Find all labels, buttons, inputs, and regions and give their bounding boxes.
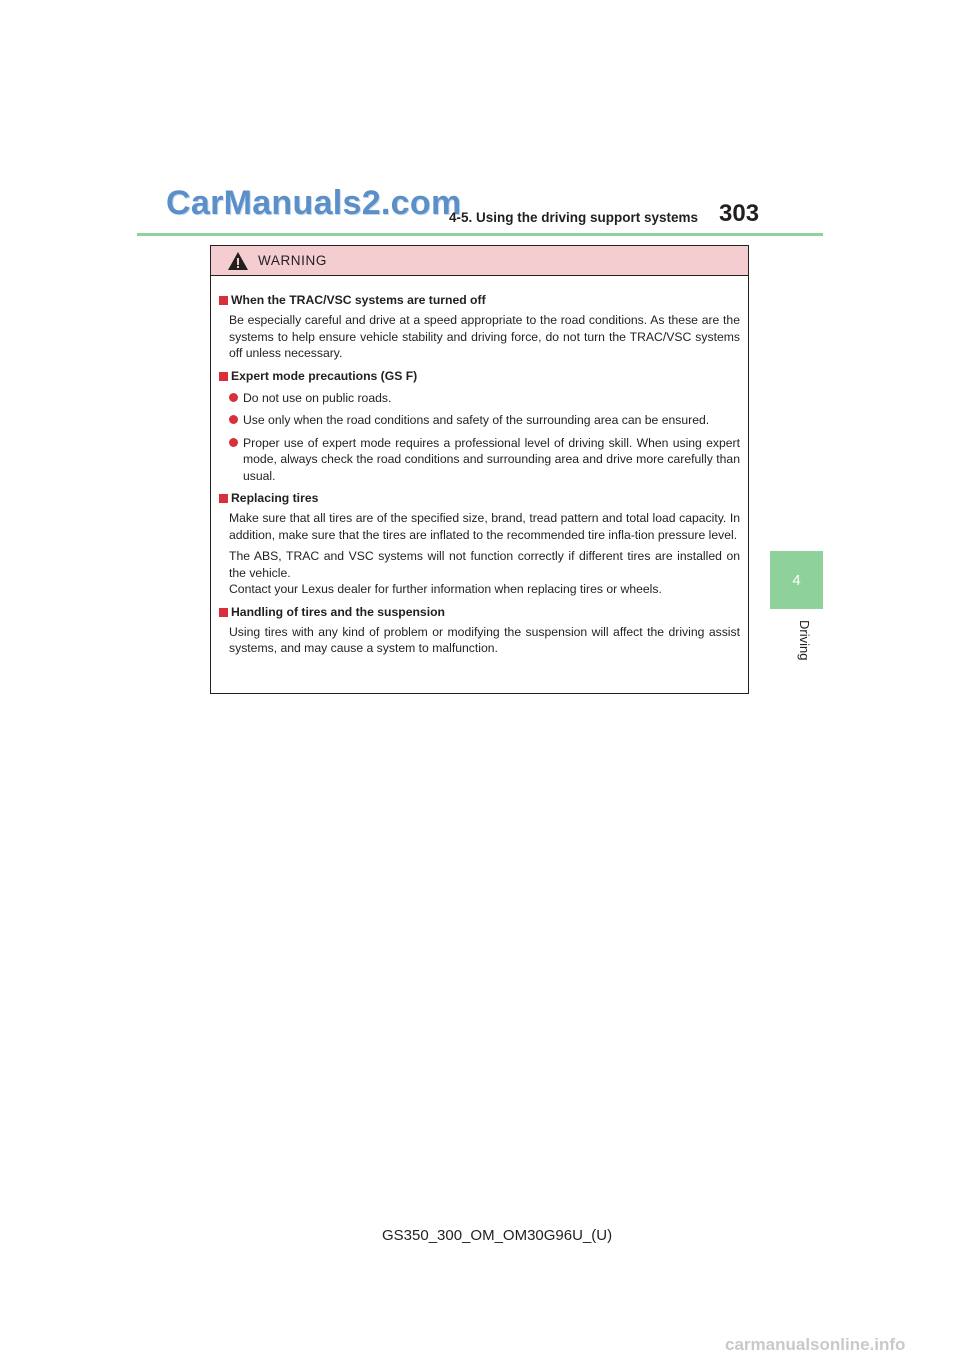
- page-number: 303: [719, 200, 760, 227]
- warning-paragraph: Make sure that all tires are of the specified size, brand, tread pattern and total load capacity. In addition, make sure that the tires are inflated to the recommended tire infla-tion pressure level.: [229, 511, 740, 542]
- warning-header: [211, 246, 748, 276]
- warning-paragraph: The ABS, TRAC and VSC systems will not function correctly if different tires are installed on the vehicle.: [229, 549, 740, 580]
- warning-heading: Expert mode precautions (GS F): [219, 368, 740, 384]
- watermark-bottom: carmanualsonline.info: [725, 1335, 906, 1354]
- warning-triangle-icon: [227, 251, 249, 271]
- warning-paragraph: Contact your Lexus dealer for further information when replacing tires or wheels.: [229, 582, 662, 597]
- section-title: 4-5. Using the driving support systems: [449, 210, 699, 225]
- red-square-icon: [219, 494, 228, 503]
- warning-content: [211, 276, 748, 657]
- warning-paragraph: Be especially careful and drive at a speed appropriate to the road conditions. As these are the systems to help ensure vehicle stability and driving force, do not turn the TRAC/VSC systems off unless necessary.: [229, 313, 740, 361]
- red-dot-icon: [229, 393, 238, 402]
- chapter-tab: [770, 551, 823, 609]
- red-square-icon: [219, 608, 228, 617]
- warning-bullet: Proper use of expert mode requires a professional level of driving skill. When using expert mode, always check the road conditions and surrounding area and drive more carefully than usual.: [229, 435, 740, 484]
- chapter-number: 4: [792, 571, 801, 589]
- red-dot-icon: [229, 415, 238, 424]
- warning-box: [210, 245, 749, 694]
- watermark-logo: CarManuals2.com: [166, 184, 462, 222]
- footer-code: GS350_300_OM_OM30G96U_(U): [382, 1227, 613, 1244]
- chapter-label: Driving: [797, 620, 812, 661]
- red-square-icon: [219, 372, 228, 381]
- warning-paragraph: Using tires with any kind of problem or modifying the suspension will affect the driving assist systems, and may cause a system to malfunction.: [229, 624, 740, 656]
- red-dot-icon: [229, 438, 238, 447]
- warning-heading: Replacing tires: [219, 490, 740, 506]
- warning-heading: Handling of tires and the suspension: [219, 604, 740, 620]
- warning-heading: When the TRAC/VSC systems are turned off: [219, 292, 740, 308]
- red-square-icon: [219, 296, 228, 305]
- warning-bullet: Use only when the road conditions and safety of the surrounding area can be ensured.: [229, 412, 740, 428]
- header-rule: [137, 233, 823, 236]
- warning-title: WARNING: [258, 253, 327, 268]
- warning-bullet: Do not use on public roads.: [229, 390, 740, 406]
